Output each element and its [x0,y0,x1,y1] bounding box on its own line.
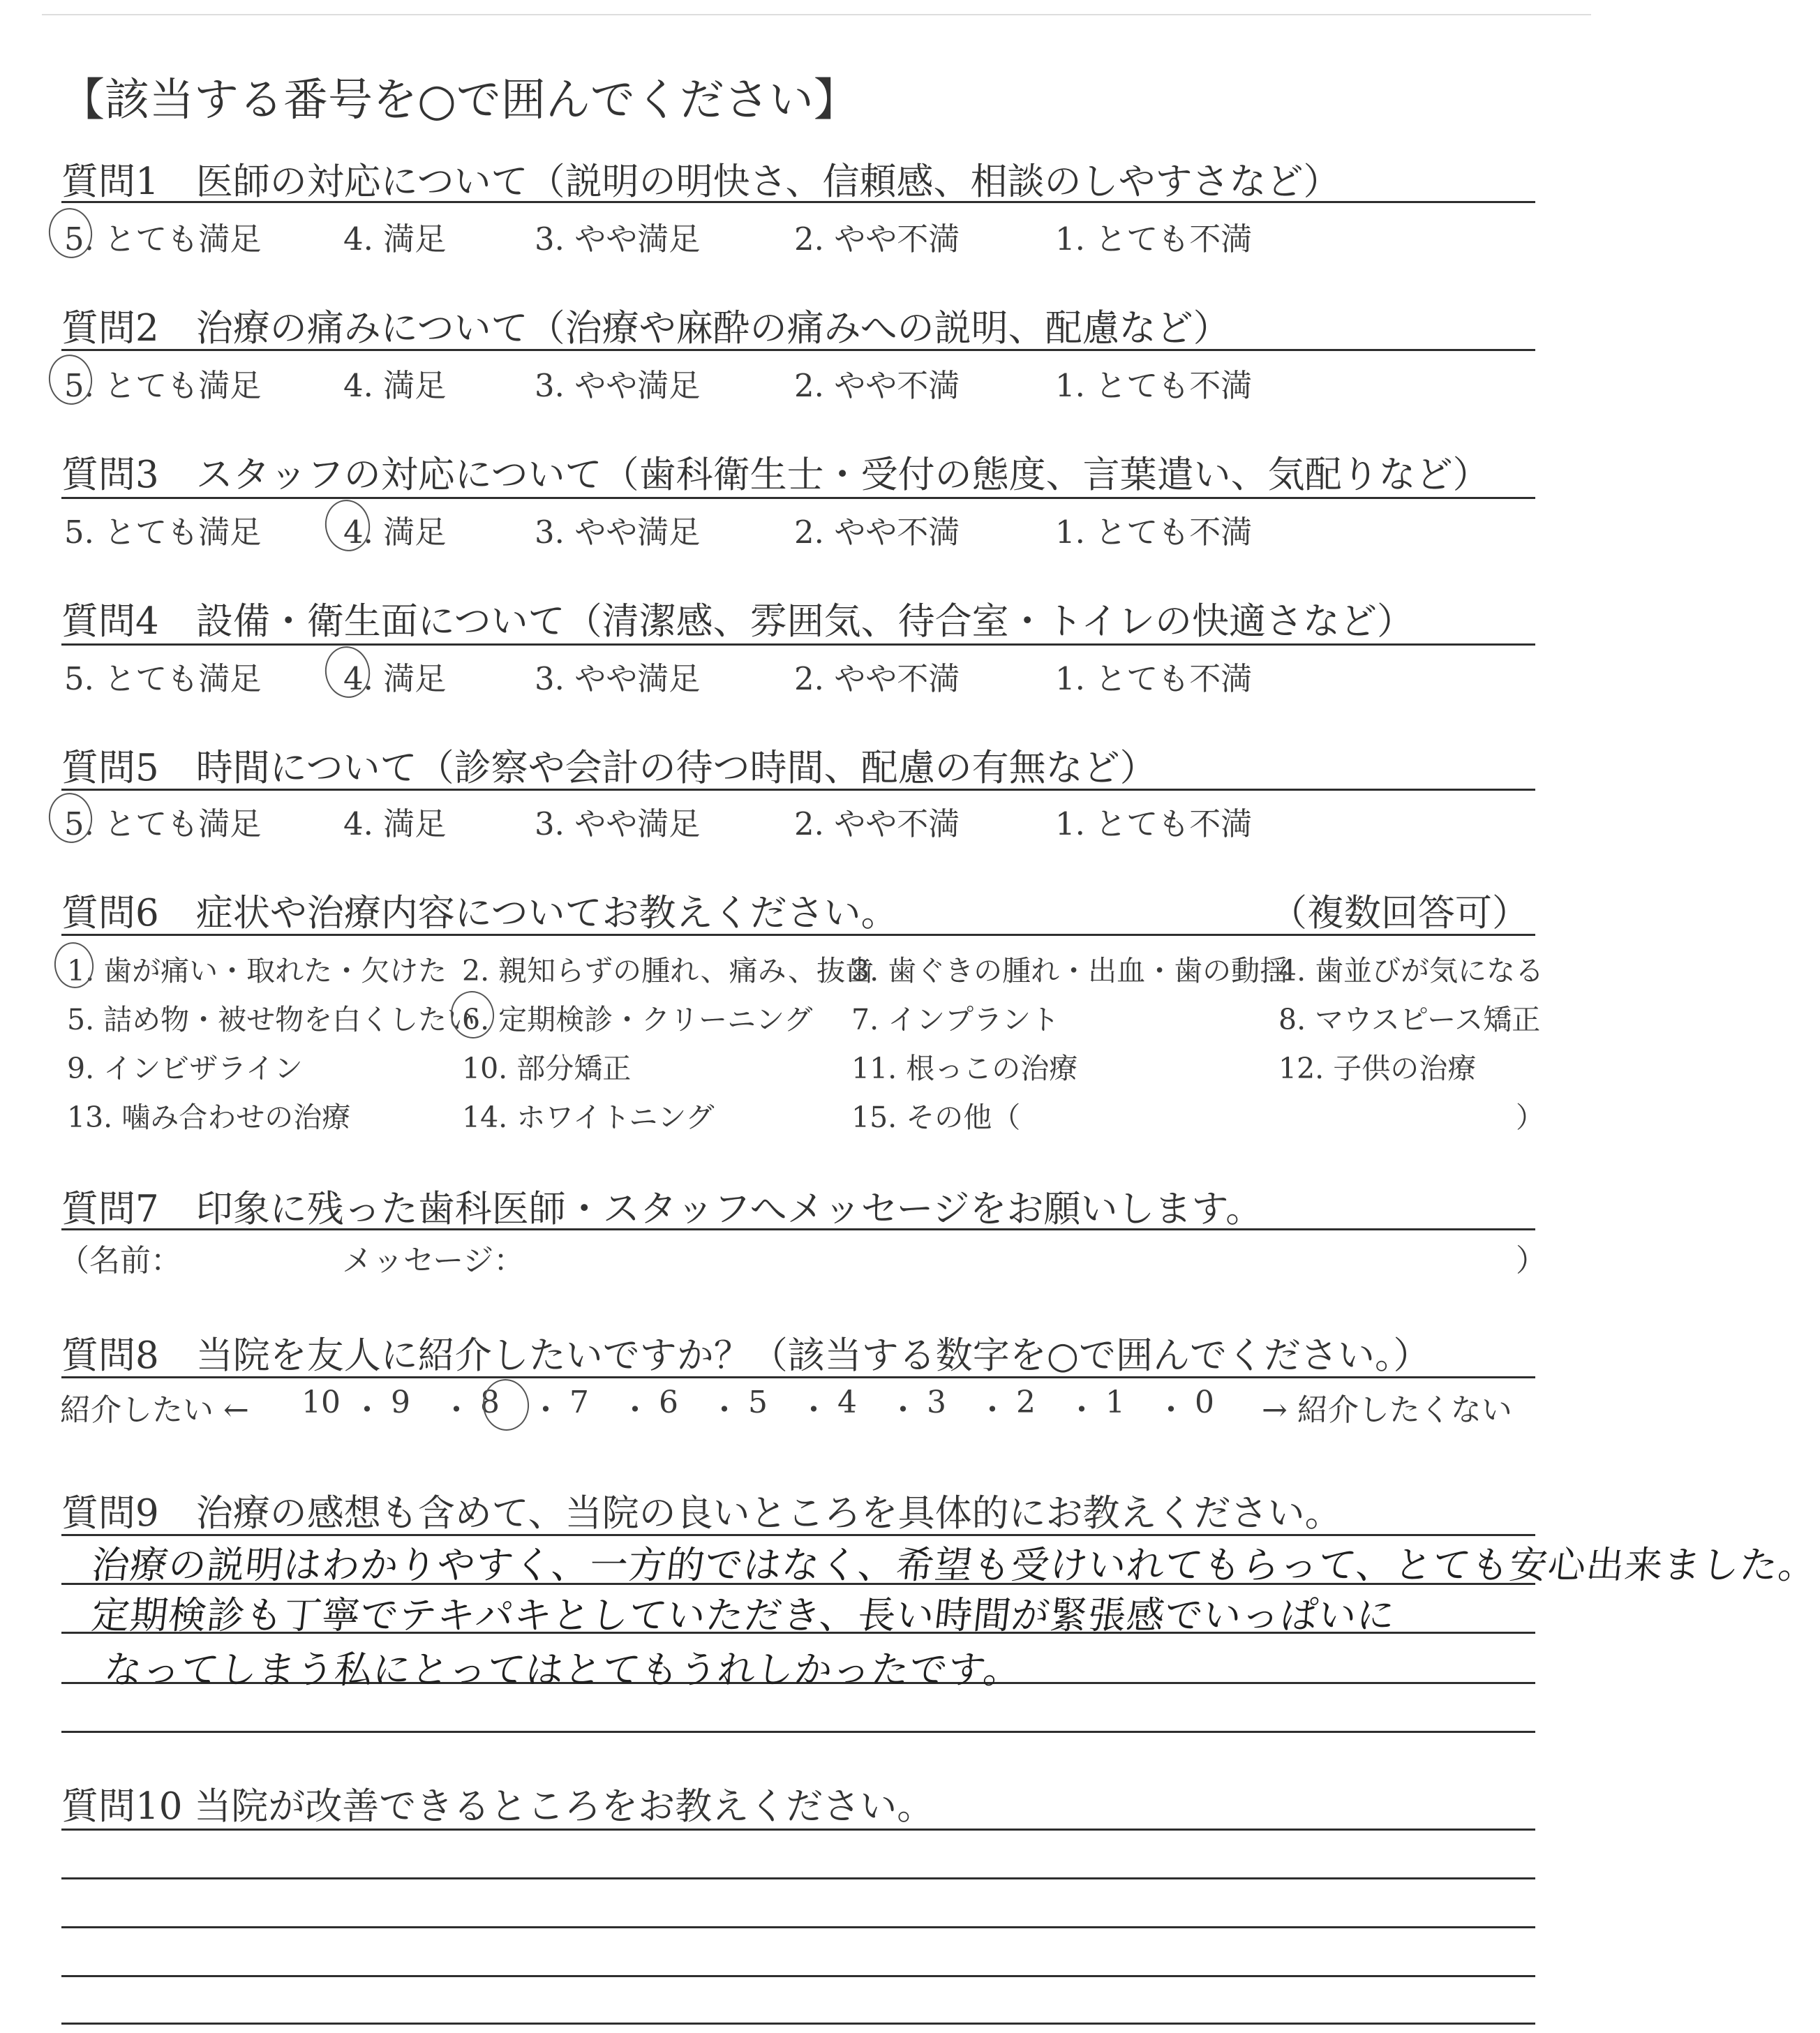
q4-option-1[interactable]: 1. とても不満 [1055,660,1253,697]
q8-scale-separator: ・ [352,1392,382,1428]
q3-option-5[interactable]: 5. とても満足 [64,514,262,551]
q6-option-8[interactable]: 8. マウスピース矯正 [1278,1003,1541,1036]
q9-handwritten-line-1: 治療の説明はわかりやすく、一方的ではなく、希望も受けいれてもらって、とても安心出来ました。 [89,1543,1819,1587]
question-8-title: 質問8 当院を友人に紹介したいですか？（該当する数字を○で囲んでください。） [61,1334,1431,1377]
q6-option-1[interactable]: 1. 歯が痛い・取れた・欠けた [67,954,447,988]
question-5-title: 質問5 時間について（診察や会計の待つ時間、配慮の有無など） [61,747,1157,789]
q8-scale-separator: ・ [977,1392,1008,1428]
q4-option-5[interactable]: 5. とても満足 [64,660,262,697]
q2-option-2[interactable]: 2. やや不満 [794,367,960,404]
question-4-title: 質問4 設備・衛生面について（清潔感、雰囲気、待合室・トイレの快適さなど） [61,600,1415,643]
q8-scale-separator: ・ [1066,1392,1097,1428]
q8-right-label: → 紹介したくない [1262,1392,1512,1428]
q6-option-11[interactable]: 11. 根っこの治療 [851,1052,1078,1085]
q3-option-1[interactable]: 1. とても不満 [1055,514,1253,551]
question-7-rule [61,1228,1535,1230]
q2-option-1[interactable]: 1. とても不満 [1055,367,1253,404]
q7-close-paren: ） [1516,1243,1546,1279]
q8-scale-2[interactable]: 2 [1016,1385,1036,1420]
question-6-rule [61,934,1535,936]
q9-handwritten-line-3: なってしまう私にとってはとてもうれしかったです。 [102,1648,1024,1692]
question-10-title: 質問10 当院が改善できるところをお教えください。 [61,1785,934,1828]
q8-scale-separator: ・ [709,1392,740,1428]
q8-scale-3[interactable]: 3 [927,1385,946,1420]
q9-handwritten-line-2: 定期検診も丁寧でテキパキとしていただき、長い時間が緊張感でいっぱいに [89,1593,1398,1637]
question-1-title: 質問1 医師の対応について（説明の明快さ、信頼感、相談のしやすさなど） [61,161,1341,203]
question-8-rule [61,1376,1535,1378]
q8-scale-1[interactable]: 1 [1105,1385,1125,1420]
q8-scale-4[interactable]: 4 [837,1385,857,1420]
q8-scale-8[interactable]: 8 [480,1385,500,1420]
q6-option-15[interactable]: 15. その他（ [851,1101,1021,1134]
q3-option-4[interactable]: 4. 満足 [343,514,447,551]
q6-option-15-close: ） [1516,1101,1544,1134]
question-1-rule [61,201,1535,203]
q3-option-3[interactable]: 3. やや満足 [535,514,701,551]
question-2-rule [61,349,1535,351]
q8-scale-separator: ・ [620,1392,650,1428]
question-3-title: 質問3 スタッフの対応について（歯科衛生士・受付の態度、言葉遣い、気配りなど） [61,454,1490,496]
q1-option-5[interactable]: 5. とても満足 [64,221,262,258]
q8-scale-7[interactable]: 7 [569,1385,589,1420]
q8-scale-separator: ・ [888,1392,918,1428]
q8-scale-separator: ・ [798,1392,829,1428]
question-3-rule [61,497,1535,499]
q8-scale-separator: ・ [530,1392,561,1428]
q5-option-5[interactable]: 5. とても満足 [64,805,262,842]
question-2-title: 質問2 治療の痛みについて（治療や麻酔の痛みへの説明、配慮など） [61,307,1230,350]
question-9-title: 質問9 治療の感想も含めて、当院の良いところを具体的にお教えください。 [61,1492,1342,1535]
q10-line-3 [61,1926,1535,1928]
q1-option-2[interactable]: 2. やや不満 [794,221,960,258]
q3-option-2[interactable]: 2. やや不満 [794,514,960,551]
q8-left-label: 紹介したい ← [60,1392,249,1428]
q6-option-3[interactable]: 3. 歯ぐきの腫れ・出血・歯の動揺 [851,954,1289,988]
question-6-note: （複数回答可） [1270,892,1529,934]
q8-scale-separator: ・ [441,1392,472,1428]
q6-option-14[interactable]: 14. ホワイトニング [462,1101,715,1134]
q10-line-1 [61,1829,1535,1831]
q6-option-5[interactable]: 5. 詰め物・被せ物を白くしたい [67,1003,476,1036]
instruction-header: 【該当する番号を○で囲んでください】 [60,75,858,126]
q7-message-label: メッセージ： [342,1243,525,1279]
question-5-rule [61,789,1535,791]
q8-scale-9[interactable]: 9 [391,1385,410,1420]
q4-option-4[interactable]: 4. 満足 [343,660,447,697]
q6-option-4[interactable]: 4. 歯並びが気になる [1278,954,1544,988]
q8-scale-separator: ・ [1156,1392,1186,1428]
q8-scale-6[interactable]: 6 [659,1385,678,1420]
question-4-rule [61,643,1535,646]
q8-scale-5[interactable]: 5 [748,1385,768,1420]
q8-scale-0[interactable]: 0 [1195,1385,1214,1420]
scan-top-edge [42,14,1591,15]
q10-line-2 [61,1877,1535,1879]
q2-option-4[interactable]: 4. 満足 [343,367,447,404]
q7-name-label: （名前： [59,1243,181,1279]
q1-option-3[interactable]: 3. やや満足 [535,221,701,258]
q1-option-1[interactable]: 1. とても不満 [1055,221,1253,258]
q1-option-4[interactable]: 4. 満足 [343,221,447,258]
q4-option-2[interactable]: 2. やや不満 [794,660,960,697]
q6-option-6[interactable]: 6. 定期検診・クリーニング [462,1003,813,1036]
q2-option-5[interactable]: 5. とても満足 [64,367,262,404]
q4-option-3[interactable]: 3. やや満足 [535,660,701,697]
q5-option-1[interactable]: 1. とても不満 [1055,805,1253,842]
q5-option-2[interactable]: 2. やや不満 [794,805,960,842]
q2-option-3[interactable]: 3. やや満足 [535,367,701,404]
question-7-title: 質問7 印象に残った歯科医師・スタッフへメッセージをお願いします。 [61,1188,1263,1230]
q6-option-10[interactable]: 10. 部分矯正 [462,1052,632,1085]
q5-option-4[interactable]: 4. 満足 [343,805,447,842]
q5-option-3[interactable]: 3. やや満足 [535,805,701,842]
q10-line-5 [61,2023,1535,2025]
q9-line-5 [61,1731,1535,1733]
q10-line-4 [61,1975,1535,1977]
q6-option-12[interactable]: 12. 子供の治療 [1278,1052,1477,1085]
q6-option-2[interactable]: 2. 親知らずの腫れ、痛み、抜歯 [462,954,874,988]
q6-option-7[interactable]: 7. インプラント [851,1003,1060,1036]
question-6-title: 質問6 症状や治療内容についてお教えください。 [61,892,898,934]
q6-option-13[interactable]: 13. 噛み合わせの治療 [67,1101,351,1134]
q6-option-9[interactable]: 9. インビザライン [67,1052,303,1085]
q8-scale-10[interactable]: 10 [301,1385,341,1420]
